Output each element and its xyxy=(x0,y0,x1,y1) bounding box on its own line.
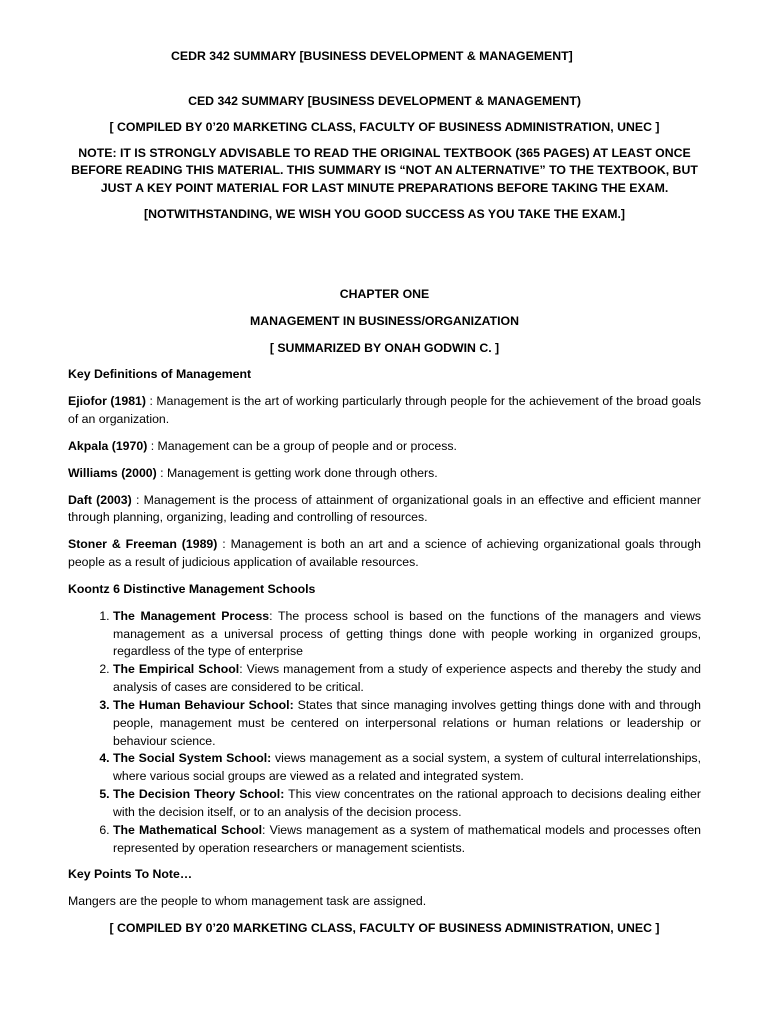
compiled-by-line: [ COMPILED BY 0’20 MARKETING CLASS, FACULTY OF BUSINESS ADMINISTRATION, UNEC ] xyxy=(109,119,660,134)
school-name: The Human Behaviour School: xyxy=(113,697,294,712)
definition-text: : Management is the process of attainment of organizational goals in an effective and efficient manner through planning, organizing, leading and controlling of resources. xyxy=(68,492,701,525)
school-name: The Empirical School xyxy=(113,662,240,677)
key-points-text: Mangers are the people to whom management task are assigned. xyxy=(68,894,427,909)
definition-text: : Management can be a group of people and or process. xyxy=(150,438,457,453)
summarized-by: [ SUMMARIZED BY ONAH GODWIN C. ] xyxy=(269,340,500,355)
school-name: The Social System School: xyxy=(113,751,272,766)
school-text: : Views management as a system of mathematical models and processes often represented by operation researchers or management scientists. xyxy=(113,822,701,855)
school-item xyxy=(113,822,701,858)
definition-text: : Management is the art of working particularly through people for the achievement of the broad goals of an organization. xyxy=(68,394,701,427)
definition-author: Daft (2003) xyxy=(68,492,136,507)
definition-author: Ejiofor (1981) xyxy=(68,394,150,409)
schools-list xyxy=(68,608,701,858)
definition-text: : Management is both an art and a science of achieving organizational goals through people as a result of judicious application of available resources. xyxy=(68,537,702,570)
schools-heading: Koontz 6 Distinctive Management Schools xyxy=(68,581,316,596)
chapter-label: CHAPTER ONE xyxy=(339,286,430,301)
definition-text: : Management is getting work done through others. xyxy=(160,465,438,480)
header-title: CEDR 342 SUMMARY [BUSINESS DEVELOPMENT & MANAGEMENT] xyxy=(171,49,573,63)
definition-item xyxy=(68,536,701,572)
school-text: States that since managing involves getting things done with and through people, management must be centered on interpersonal relations or human relations or leadership or behaviour science. xyxy=(113,697,702,748)
key-points-heading: Key Points To Note… xyxy=(68,867,193,882)
definition-item xyxy=(68,492,701,528)
definition-author: Akpala (1970) xyxy=(68,438,151,453)
good-wishes: [NOTWITHSTANDING, WE WISH YOU GOOD SUCCESS AS YOU TAKE THE EXAM.] xyxy=(144,207,625,222)
school-text: : Views management from a study of experience aspects and thereby the study and analysis of cases are considered to be critical. xyxy=(113,662,702,695)
advisory-note: NOTE: IT IS STRONGLY ADVISABLE TO READ THE ORIGINAL TEXTBOOK (365 PAGES) AT LEAST ONCE BEFORE READING THIS MATERIAL. THIS SUMMARY IS “NOT AN ALTERNATIVE” TO THE TEXTBOOK, BUT JUST A KEY POINT MATERIAL FOR LAST MINUTE PREPARATIONS BEFORE TAKING THE EXAM. xyxy=(71,145,698,196)
definition-item xyxy=(68,438,701,456)
school-text: This view concentrates on the rational approach to decisions dealing either with the decision itself, or to an analysis of the decision process. xyxy=(113,787,701,819)
school-item xyxy=(113,661,701,697)
school-item xyxy=(113,750,701,786)
document-body xyxy=(68,93,701,938)
chapter-title: MANAGEMENT IN BUSINESS/ORGANIZATION xyxy=(250,313,519,328)
definition-item xyxy=(68,465,701,483)
school-text: views management as a social system, a system of cultural interrelationships, where various social groups are viewed as a related and integrated system. xyxy=(113,751,701,784)
school-name: The Mathematical School xyxy=(113,822,263,837)
key-definitions-heading: Key Definitions of Management xyxy=(68,367,252,382)
school-name: The Management Process xyxy=(113,608,270,623)
school-text: : The process school is based on the functions of the managers and views management as a universal process of getting things done with people working in organized groups, regardless of the type of enterprise xyxy=(113,608,701,659)
school-item xyxy=(113,786,701,822)
definition-item xyxy=(68,393,701,429)
definition-author: Williams (2000) xyxy=(68,465,161,480)
school-name: The Decision Theory School: xyxy=(113,787,285,802)
school-item xyxy=(113,697,701,750)
definition-author: Stoner & Freeman (1989) xyxy=(68,537,223,552)
document-title: CED 342 SUMMARY [BUSINESS DEVELOPMENT & MANAGEMENT) xyxy=(188,94,581,108)
footer-compiled-by: [ COMPILED BY 0’20 MARKETING CLASS, FACULTY OF BUSINESS ADMINISTRATION, UNEC ] xyxy=(109,920,660,935)
school-item xyxy=(113,608,701,661)
